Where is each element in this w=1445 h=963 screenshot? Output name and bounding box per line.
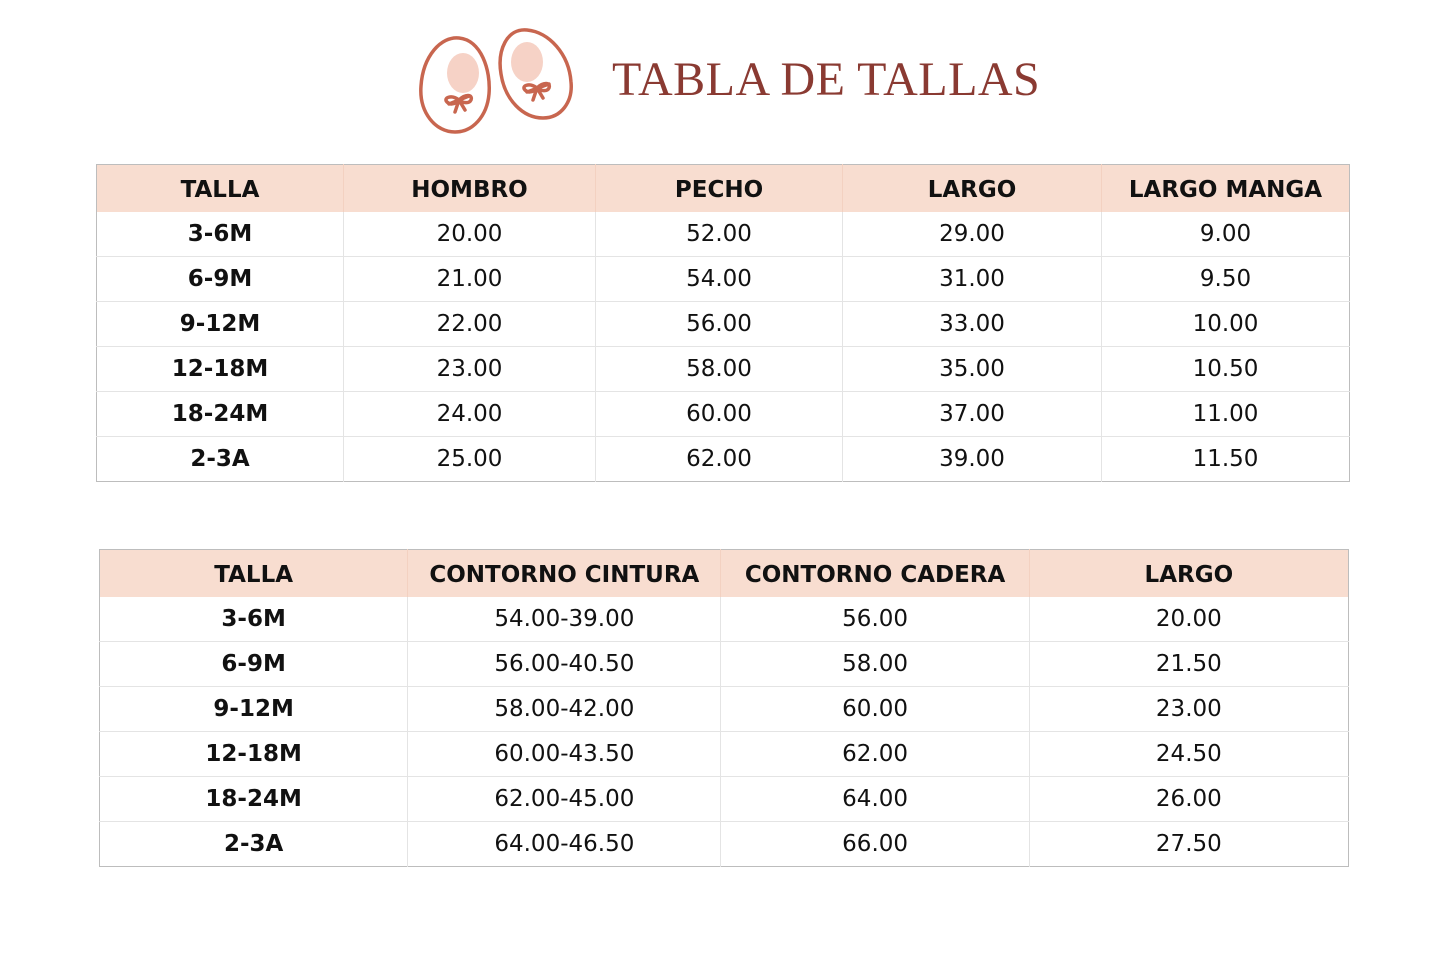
size-cell: 12-18M [100, 732, 408, 777]
size-cell: 18-24M [100, 777, 408, 822]
table-cell: 62.00 [721, 732, 1029, 777]
table-cell: 22.00 [344, 302, 596, 347]
column-header: HOMBRO [344, 165, 596, 213]
table-cell: 29.00 [843, 212, 1102, 257]
table-row [97, 302, 1350, 347]
table-header-row [100, 550, 1349, 598]
table-cell: 11.00 [1102, 392, 1350, 437]
table-cell: 31.00 [843, 257, 1102, 302]
table-cell: 23.00 [1029, 687, 1348, 732]
column-header: CONTORNO CINTURA [408, 550, 721, 598]
size-cell: 2-3A [97, 437, 344, 482]
size-cell: 3-6M [187, 221, 253, 247]
table-cell: 54.00 [596, 257, 843, 302]
size-cell: 3-6M [221, 606, 286, 632]
table-cell: 9.00 [1102, 212, 1350, 257]
table-cell: 24.50 [1029, 732, 1348, 777]
page-header [0, 0, 1445, 150]
table-cell: 23.00 [344, 347, 596, 392]
table-row [97, 437, 1350, 482]
table-cell: 60.00 [721, 687, 1029, 732]
column-header: TALLA [97, 165, 344, 213]
size-cell: 18-24M [97, 392, 344, 437]
table-cell: 37.00 [843, 392, 1102, 437]
size-cell: 9-12M [100, 687, 408, 732]
table-cell: 20.00 [344, 212, 596, 257]
size-table-top [96, 164, 1350, 482]
table-cell: 56.00 [721, 597, 1029, 642]
page-title: TABLA DE TALLAS [612, 53, 1041, 106]
table-cell: 62.00-45.00 [408, 777, 721, 822]
table-cell: 54.00-39.00 [408, 597, 721, 642]
column-header: TALLA [100, 550, 408, 598]
table-row [97, 347, 1350, 392]
size-cell: 12-18M [97, 347, 344, 392]
size-cell: 6-9M [100, 642, 408, 687]
table-cell: 20.00 [1029, 597, 1348, 642]
size-cell: 9-12M [97, 302, 344, 347]
table-cell: 60.00 [596, 392, 843, 437]
table-row [97, 257, 1350, 302]
size-table-bottom [99, 549, 1349, 867]
table-row [100, 732, 1349, 777]
table-row [97, 392, 1350, 437]
table-row [100, 642, 1349, 687]
table-cell: 60.00-43.50 [408, 732, 721, 777]
table-row [100, 822, 1349, 867]
table-cell: 10.50 [1102, 347, 1350, 392]
table-cell: 56.00-40.50 [408, 642, 721, 687]
baby-shoes-icon [415, 24, 580, 139]
table-cell: 11.50 [1102, 437, 1350, 482]
table-cell: 62.00 [596, 437, 843, 482]
table-cell: 10.00 [1102, 302, 1350, 347]
table-cell: 26.00 [1029, 777, 1348, 822]
table-cell: 25.00 [344, 437, 596, 482]
column-header: LARGO MANGA [1102, 165, 1350, 213]
table-cell: 21.00 [344, 257, 596, 302]
table-cell: 33.00 [843, 302, 1102, 347]
table-cell: 52.00 [596, 212, 843, 257]
table-cell: 35.00 [843, 347, 1102, 392]
table-cell: 21.50 [1029, 642, 1348, 687]
table-row [97, 212, 1350, 257]
table-row [100, 687, 1349, 732]
column-header: PECHO [596, 165, 843, 213]
table-row [100, 597, 1349, 642]
table-cell: 58.00 [721, 642, 1029, 687]
table-cell: 64.00-46.50 [408, 822, 721, 867]
size-cell: 6-9M [97, 257, 344, 302]
table-cell: 9.50 [1102, 257, 1350, 302]
table-cell: 56.00 [596, 302, 843, 347]
table-cell: 24.00 [344, 392, 596, 437]
table-header-row [97, 165, 1350, 213]
table-cell: 58.00-42.00 [408, 687, 721, 732]
table-cell: 27.50 [1029, 822, 1348, 867]
table-cell: 58.00 [596, 347, 843, 392]
column-header: LARGO [1029, 550, 1348, 598]
table-cell: 64.00 [721, 777, 1029, 822]
size-cell: 2-3A [100, 822, 408, 867]
table-cell: 39.00 [843, 437, 1102, 482]
table-row [100, 777, 1349, 822]
column-header: LARGO [843, 165, 1102, 213]
table-cell: 66.00 [721, 822, 1029, 867]
column-header: CONTORNO CADERA [721, 550, 1029, 598]
